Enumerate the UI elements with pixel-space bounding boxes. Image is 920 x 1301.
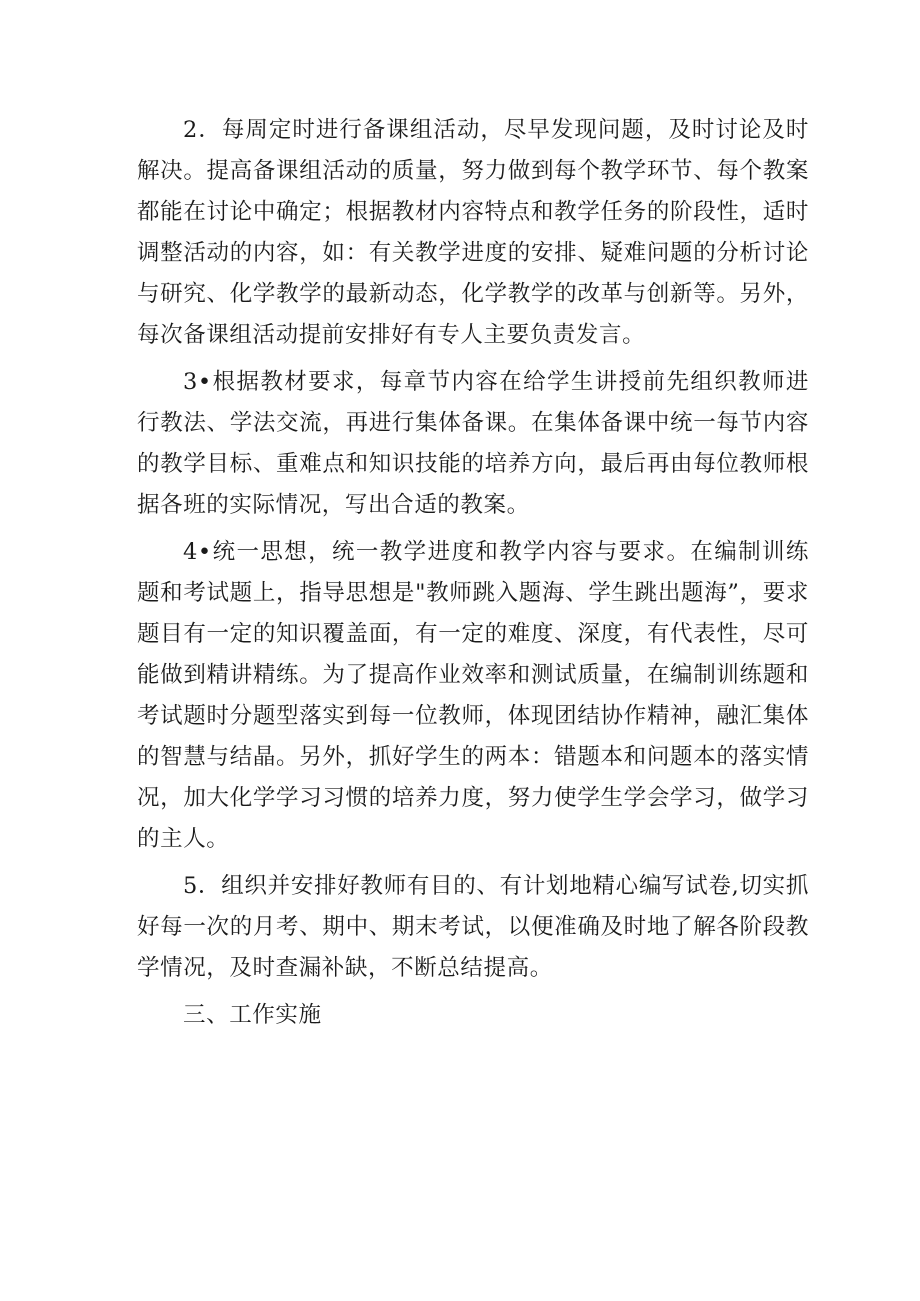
paragraph-2: 2．每周定时进行备课组活动，尽早发现问题，及时讨论及时解决。提高备课组活动的质量，努力做到每个教学环节、每个教案都能在讨论中确定；根据教材内容特点和教学任务的阶段性，适时调整活动的内容，如：有关教学进度的安排、疑难问题的分析讨论与研究、化学教学的最新动态，化学教学的改革与创新等。另外，每次备课组活动提前安排好有专人主要负责发言。 <box>137 117 809 348</box>
paragraph-3: 3•根据教材要求，每章节内容在给学生讲授前先组织教师进行教法、学法交流，再进行集体备课。在集体备课中统一每节内容的教学目标、重难点和知识技能的培养方向，最后再由每位教师根据各班的实际情况，写出合适的教案。 <box>137 369 809 518</box>
paragraph-5: 5．组织并安排好教师有目的、有计划地精心编写试卷,切实抓好每一次的月考、期中、期末考试，以便准确及时地了解各阶段教学情况，及时查漏补缺，不断总结提高。 <box>137 873 809 981</box>
document-body <box>137 110 809 1036</box>
paragraph-4: 4•统一思想，统一教学进度和教学内容与要求。在编制训练题和考试题上，指导思想是"教师跳入题海、学生跳出题海”，要求题目有一定的知识覆盖面，有一定的难度、深度，有代表性，尽可能做到精讲精练。为了提高作业效率和测试质量，在编制训练题和考试题时分题型落实到每一位教师，体现团结协作精神，融汇集体的智慧与结晶。另外，抓好学生的两本：错题本和问题本的落实情况，加大化学学习习惯的培养力度，努力使学生学会学习，做学习的主人。 <box>137 539 809 852</box>
section-heading: 三、工作实施 <box>183 1002 322 1028</box>
